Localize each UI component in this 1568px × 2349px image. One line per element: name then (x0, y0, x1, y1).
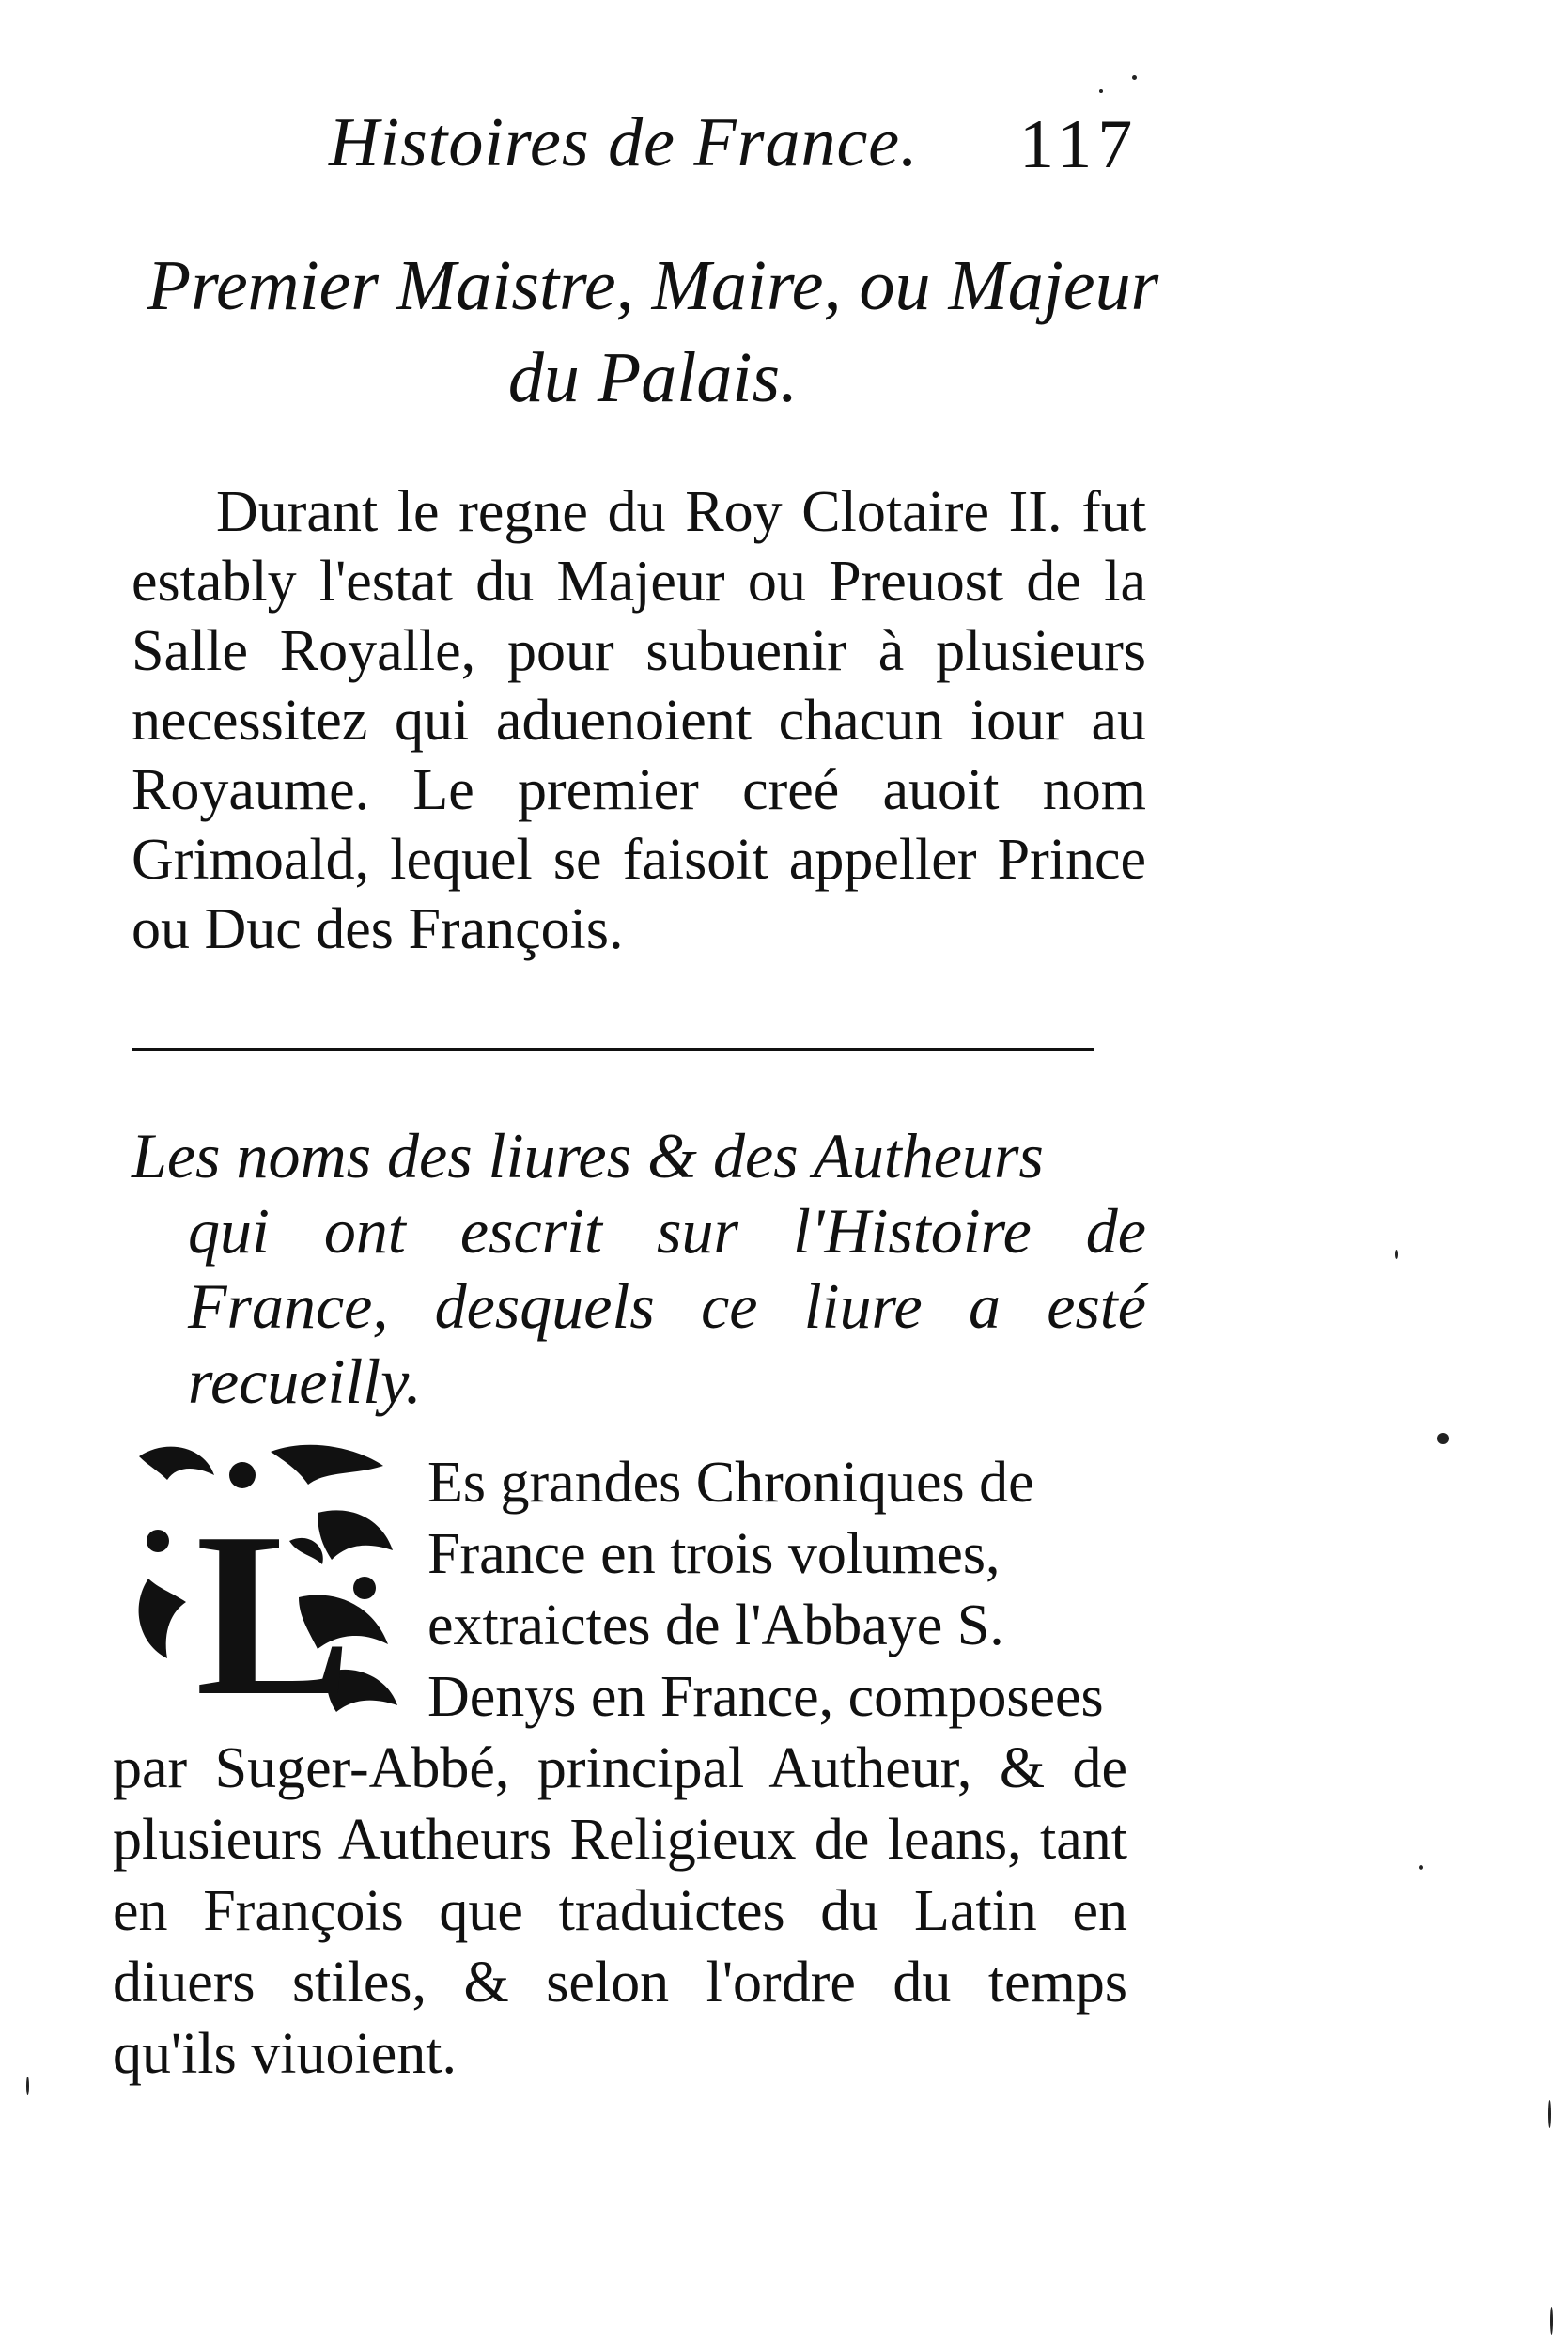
print-speck (1395, 1250, 1398, 1259)
running-title: Histoires de France. (329, 104, 919, 181)
print-speck (1099, 89, 1103, 93)
section-heading-liures-autheurs (132, 1118, 1146, 1419)
heading-continuation: qui ont escrit sur l'Histoire de France, desquels ce liure a esté recueilly. (188, 1195, 1146, 1417)
print-speck (1437, 1433, 1449, 1444)
paragraph-majeur-du-palais: Durant le regne du Roy Clotaire II. fut estably l'estat du Majeur ou Preuost de la Salle Royalle, pour subuenir à plusieurs necessitez qui aduenoient chacun iour au Royaume. Le premier creé auoit nom Grimoald, lequel se faisoit appeller Prince ou Duc des François. (132, 480, 1146, 961)
print-speck (26, 2077, 29, 2095)
ornamental-drop-cap-l (130, 1438, 402, 1719)
entry-text-beside-initial: Es grandes Chroniques de France en trois volumes, extraictes de l'Abbaye S. Denys en France, composees (427, 1451, 1104, 1729)
page-number: 117 (1019, 106, 1139, 183)
section-heading-majeur-du-palais: Premier Maistre, Maire, ou Majeur du Palais. (147, 246, 1159, 417)
heading-line-1: Les noms des liures & des Autheurs (132, 1120, 1044, 1191)
print-speck (1419, 1865, 1423, 1870)
print-speck (1548, 2100, 1551, 2128)
print-speck (1550, 2307, 1553, 2335)
print-speck (1132, 75, 1137, 80)
entry-text-continuation: par Suger-Abbé, principal Autheur, & de plusieurs Autheurs Religieux de leans, tant en François que traduictes du Latin en diuers stiles, & selon l'ordre du temps qu'ils viuoient. (113, 1736, 1127, 2086)
drop-cap-letter: L (195, 1485, 352, 1719)
section-divider-rule (132, 1048, 1094, 1051)
